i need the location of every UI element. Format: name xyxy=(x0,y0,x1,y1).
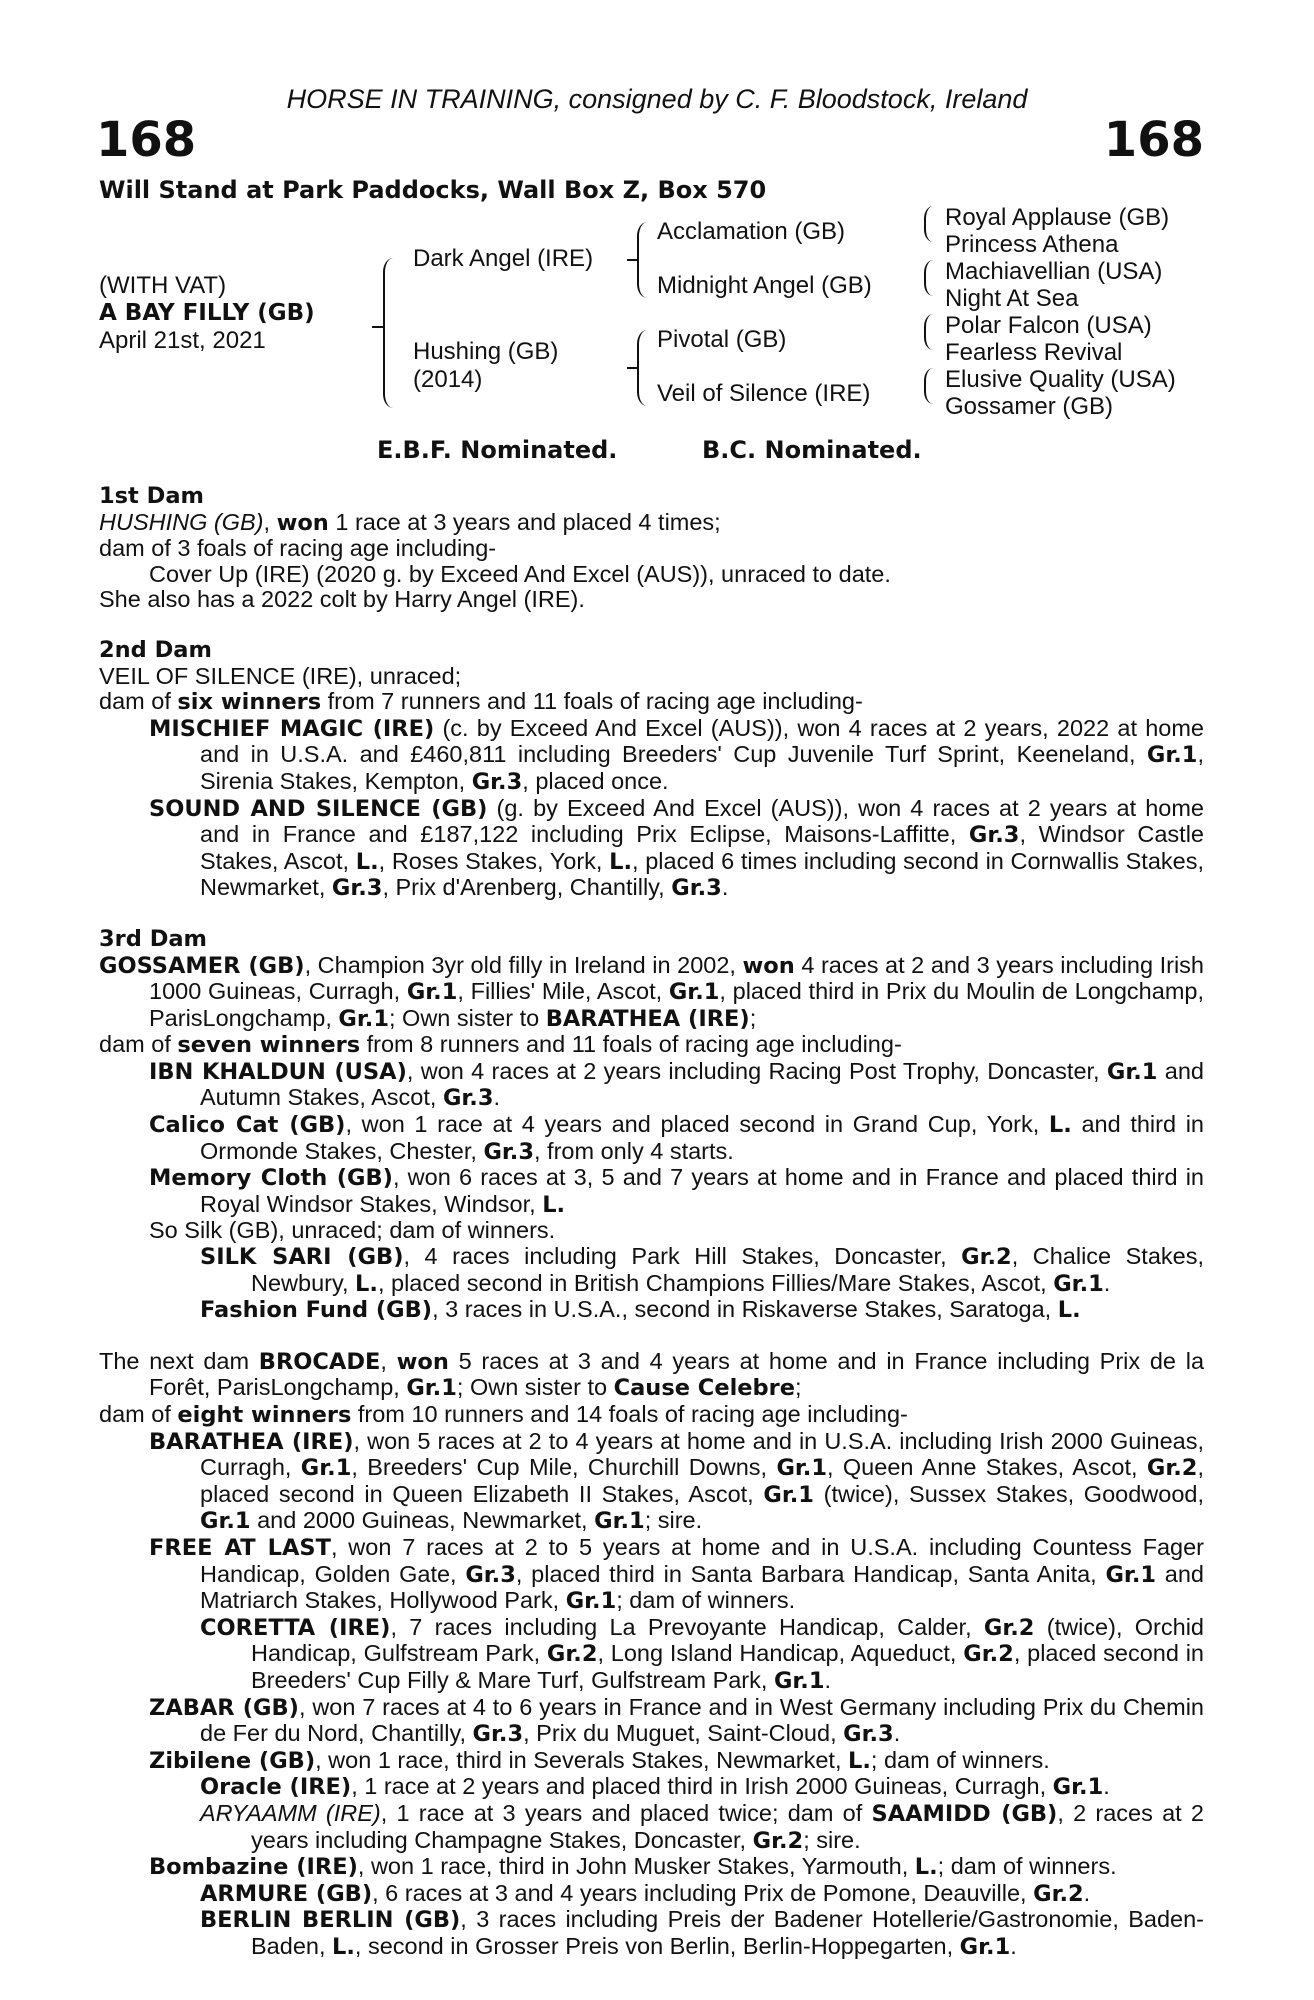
dam-name: Hushing (GB) xyxy=(413,338,559,365)
entry-mischief-magic: MISCHIEF MAGIC (IRE) (c. by Exceed And Excel (AUS)), won 4 races at 2 years, 2022 at home and in U.S.A. and £460,811 including Breeders' Cup Juvenile Turf Sprint, Keeneland, Gr.1, Sirenia Stakes, Kempton, Gr.3, placed once. xyxy=(149,714,1204,795)
sire-dam-name: Midnight Angel (GB) xyxy=(657,272,872,299)
g-brace-1 xyxy=(924,206,933,242)
ebf-nominated: E.B.F. Nominated. xyxy=(377,436,618,464)
sire-brace xyxy=(637,222,647,298)
grandsire-4: Elusive Quality (USA) xyxy=(945,366,1176,393)
entry-gossamer: GOSSAMER (GB), Champion 3yr old filly in Ireland in 2002, won 4 races at 2 and 3 years including Irish 1000 Guineas, Curragh, Gr.1, Fillies' Mile, Ascot, Gr.1, placed third in Prix du Moulin de Longchamp, ParisLongchamp, Gr.1; Own sister to BARATHEA (IRE); xyxy=(99,951,1204,1032)
second-dam-produce: dam of six winners from 7 runners and 11 foals of racing age including- xyxy=(99,688,863,716)
third-dam-heading: 3rd Dam xyxy=(99,925,207,952)
bc-nominated: B.C. Nominated. xyxy=(702,436,922,464)
entry-zibilene: Zibilene (GB), won 1 race, third in Severals Stakes, Newmarket, L.; dam of winners. xyxy=(149,1746,1050,1774)
pedigree-brace xyxy=(383,258,395,408)
entry-free-at-last: FREE AT LAST, won 7 races at 2 to 5 years at home and in U.S.A. including Countess Fager Handicap, Golden Gate, Gr.3, placed third in Santa Barbara Handicap, Santa Anita, Gr.1 and Matriarch Stakes, Hollywood Park, Gr.1; dam of winners. xyxy=(149,1533,1204,1615)
g-brace-3 xyxy=(924,314,933,350)
first-dam-foals: dam of 3 foals of racing age including- xyxy=(99,535,497,562)
granddam-4: Gossamer (GB) xyxy=(945,393,1114,420)
first-dam-heading: 1st Dam xyxy=(99,483,204,509)
entry-aryaamm: ARYAAMM (IRE), 1 race at 3 years and placed twice; dam of SAAMIDD (GB), 2 races at 2 years including Champagne Stakes, Doncaster, Gr.2; sire. xyxy=(200,1799,1204,1854)
dam-brace xyxy=(637,330,647,406)
entry-zabar: ZABAR (GB), won 7 races at 4 to 6 years in France and in West Germany including Prix du Chemin de Fer du Nord, Chantilly, Gr.3, Prix du Muguet, Saint-Cloud, Gr.3. xyxy=(149,1693,1204,1748)
first-dam-record: HUSHING (GB), won 1 race at 3 years and placed 4 times; xyxy=(99,508,721,536)
second-dam-name: VEIL OF SILENCE (IRE), unraced; xyxy=(99,662,462,689)
granddam-1: Princess Athena xyxy=(945,231,1119,258)
granddam-2: Night At Sea xyxy=(945,285,1079,312)
entry-bombazine: Bombazine (IRE), won 1 race, third in John Musker Stakes, Yarmouth, L.; dam of winners. xyxy=(149,1853,1117,1881)
grandsire-3: Polar Falcon (USA) xyxy=(945,312,1152,339)
horse-name: A BAY FILLY (GB) xyxy=(99,300,315,326)
entry-ibn-khaldun: IBN KHALDUN (USA), won 4 races at 2 years including Racing Post Trophy, Doncaster, Gr.1 and Autumn Stakes, Ascot, Gr.3. xyxy=(149,1057,1204,1112)
foaling-date: April 21st, 2021 xyxy=(99,327,266,354)
stand-location: Will Stand at Park Paddocks, Wall Box Z, Box 570 xyxy=(99,176,767,204)
next-dam-produce: dam of eight winners from 10 runners and 14 foals of racing age including- xyxy=(99,1401,908,1428)
second-dam-heading: 2nd Dam xyxy=(99,636,212,663)
entry-berlin-berlin: BERLIN BERLIN (GB), 3 races including Preis der Badener Hotellerie/Gastronomie, Baden-Baden, L., second in Grosser Preis von Berlin, Berlin-Hoppegarten, Gr.1. xyxy=(200,1906,1205,1960)
entry-oracle: Oracle (IRE), 1 race at 2 years and placed third in Irish 2000 Guineas, Curragh, Gr.1. xyxy=(200,1773,1110,1801)
dam-sire-name: Pivotal (GB) xyxy=(657,326,787,353)
entry-silk-sari: SILK SARI (GB), 4 races including Park Hill Stakes, Doncaster, Gr.2, Chalice Stakes, Newbury, L., placed second in British Champions Fillies/Mare Stakes, Ascot, Gr.1. xyxy=(200,1243,1204,1297)
brace-tip xyxy=(372,326,383,328)
lot-number-right: 168 xyxy=(1103,112,1204,168)
sire-name: Dark Angel (IRE) xyxy=(413,245,594,272)
vat-label: (WITH VAT) xyxy=(99,272,227,299)
g-brace-2 xyxy=(924,260,933,296)
entry-memory-cloth: Memory Cloth (GB), won 6 races at 3, 5 and 7 years at home and in France and placed third in Royal Windsor Stakes, Windsor, L. xyxy=(149,1164,1204,1218)
consignor-line: HORSE IN TRAINING, consigned by C. F. Bloodstock, Ireland xyxy=(286,84,1028,114)
entry-armure: ARMURE (GB), 6 races at 3 and 4 years including Prix de Pomone, Deauville, Gr.2. xyxy=(200,1879,1091,1907)
dam-year: (2014) xyxy=(413,366,483,393)
grandsire-1: Royal Applause (GB) xyxy=(945,204,1170,231)
catalogue-body xyxy=(99,484,1204,1960)
entry-fashion-fund: Fashion Fund (GB), 3 races in U.S.A., second in Riskaverse Stakes, Saratoga, L. xyxy=(200,1296,1081,1324)
sire-sire-name: Acclamation (GB) xyxy=(657,218,846,245)
entry-so-silk: So Silk (GB), unraced; dam of winners. xyxy=(149,1217,556,1244)
entry-coretta: CORETTA (IRE), 7 races including La Prevoyante Handicap, Calder, Gr.2 (twice), Orchid Handicap, Gulfstream Park, Gr.2, Long Island Handicap, Aqueduct, Gr.2, placed second in Breeders' Cup Filly & Mare Turf, Gulfstream Park, Gr.1. xyxy=(200,1613,1204,1694)
first-dam-name: HUSHING (GB) xyxy=(99,508,264,535)
entry-barathea: BARATHEA (IRE), won 5 races at 2 to 4 years at home and in U.S.A. including Irish 2000 Guineas, Curragh, Gr.1, Breeders' Cup Mile, Churchill Downs, Gr.1, Queen Anne Stakes, Ascot, Gr.2, placed second in Queen Elizabeth II Stakes, Ascot, Gr.1 (twice), Sussex Stakes, Goodwood, Gr.1 and 2000 Guineas, Newmarket, Gr.1; sire. xyxy=(149,1427,1205,1535)
first-dam-2022-colt: She also has a 2022 colt by Harry Angel (IRE). xyxy=(99,586,585,613)
dam-brace-tip xyxy=(627,367,637,369)
g-brace-4 xyxy=(924,368,933,404)
lot-number-left: 168 xyxy=(96,112,197,168)
grandsire-2: Machiavellian (USA) xyxy=(945,258,1163,285)
entry-calico-cat: Calico Cat (GB), won 1 race at 4 years and placed second in Grand Cup, York, L. and third in Ormonde Stakes, Chester, Gr.3, from only 4 starts. xyxy=(149,1111,1204,1165)
entry-brocade: The next dam BROCADE, won 5 races at 3 and 4 years at home and in France including Prix de la Forêt, ParisLongchamp, Gr.1; Own sister to Cause Celebre; xyxy=(99,1347,1205,1402)
first-dam-foal-cover-up: Cover Up (IRE) (2020 g. by Exceed And Excel (AUS)), unraced to date. xyxy=(149,560,891,587)
third-dam-produce: dam of seven winners from 8 runners and 11 foals of racing age including- xyxy=(99,1031,902,1059)
sire-brace-tip xyxy=(627,259,637,261)
dam-dam-name: Veil of Silence (IRE) xyxy=(657,380,871,407)
entry-sound-and-silence: SOUND AND SILENCE (GB) (g. by Exceed And Excel (AUS)), won 4 races at 2 years at home and in France and £187,122 including Prix Eclipse, Maisons-Laffitte, Gr.3, Windsor Castle Stakes, Ascot, L., Roses Stakes, York, L., placed 6 times including second in Cornwallis Stakes, Newmarket, Gr.3, Prix d'Arenberg, Chantilly, Gr.3. xyxy=(149,794,1205,902)
granddam-3: Fearless Revival xyxy=(945,339,1123,366)
